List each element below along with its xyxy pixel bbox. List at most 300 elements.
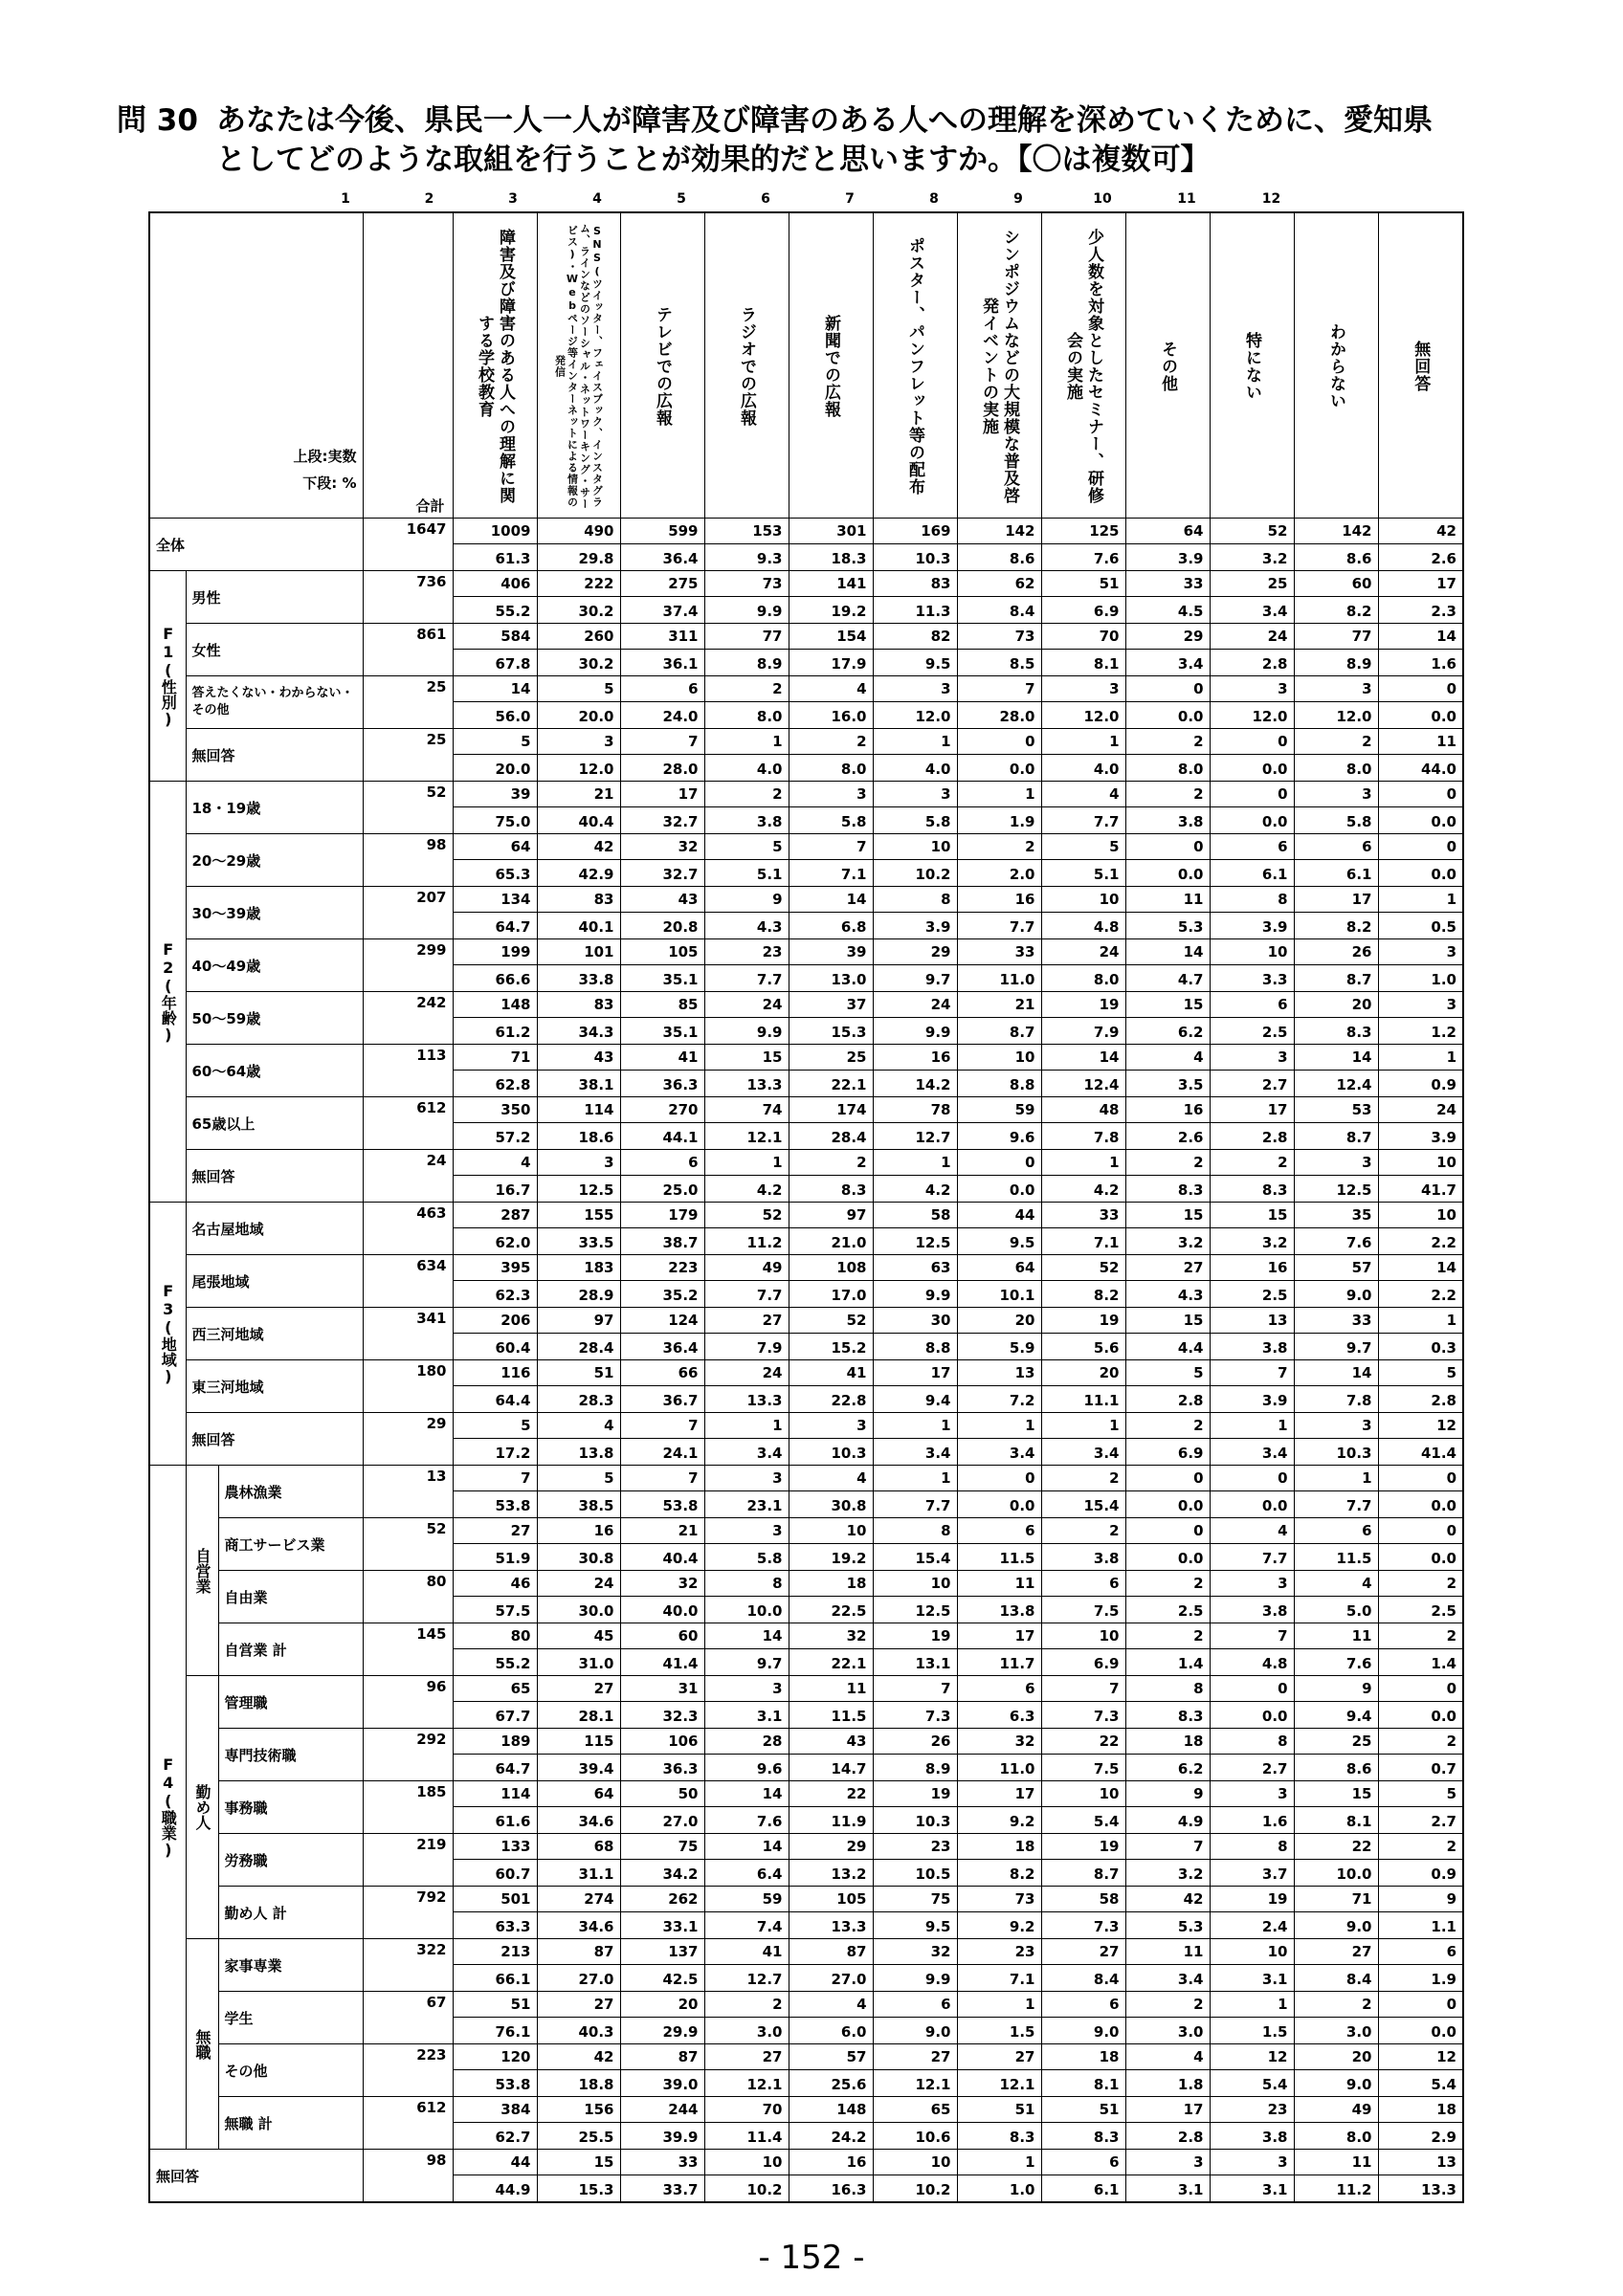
count-value: 7 [621,1413,704,1439]
count-value: 3 [1042,676,1125,702]
value-cell [1378,1203,1463,1255]
value-cell [1041,729,1125,782]
count-value: 2 [705,676,789,702]
percent-value: 3.8 [1261,2129,1288,2146]
row-label: 家事専業 [218,1939,363,1992]
count-value: 120 [454,2044,537,2070]
table-row [149,1676,1463,1729]
percent-value: 8.0 [1177,761,1204,778]
percent-value: 10.2 [746,2181,783,2198]
count-value: 59 [705,1887,789,1912]
value-cell [620,1623,704,1676]
value-cell [957,1360,1041,1413]
percent-value: 18.6 [578,1129,614,1146]
percent-value: 8.9 [1345,655,1372,673]
column-number: 7 [845,191,855,207]
value-cell [1125,992,1210,1045]
value-cell [1125,1360,1210,1413]
value-cell [620,571,704,624]
percent-value: 7.9 [1093,1024,1120,1041]
value-cell [1125,1834,1210,1887]
count-value: 262 [621,1887,704,1912]
value-cell [1210,1466,1294,1518]
value-cell [704,1466,789,1518]
count-value: 199 [454,939,537,965]
percent-value: 7.7 [1345,1497,1372,1514]
count-value: 2 [1042,1466,1125,1491]
count-value: 384 [454,2097,537,2123]
count-value: 8 [874,887,957,913]
count-value: 3 [1295,676,1378,702]
percent-value: 4.2 [924,1181,951,1199]
value-cell [1378,2097,1463,2150]
percent-value: 27.0 [831,1971,867,1988]
column-number: 3 [508,191,518,207]
value-cell [1294,1466,1378,1518]
percent-value: 8.7 [1345,971,1372,988]
percent-value: 63.3 [495,1918,531,1935]
count-value: 6 [1379,1939,1463,1965]
percent-value: 0.0 [1431,866,1456,883]
value-cell [1125,887,1210,939]
value-cell [957,1729,1041,1781]
value-cell [1041,887,1125,939]
value-cell [1125,939,1210,992]
table-row [149,2097,1463,2150]
count-value: 27 [705,2044,789,2070]
table-row [149,1413,1463,1466]
count-value: 154 [789,624,873,650]
count-value: 7 [1042,1676,1125,1702]
count-value: 169 [874,519,957,544]
count-value: 71 [1295,1887,1378,1912]
value-cell [873,1571,957,1623]
percent-value: 0.0 [1261,813,1288,830]
column-header [957,212,1041,519]
percent-value: 30.2 [578,655,614,673]
value-cell [1041,1466,1125,1518]
value-cell [1378,1045,1463,1097]
value-cell [789,2097,873,2150]
count-value: 68 [538,1834,620,1860]
value-cell [789,676,873,729]
value-cell [873,1466,957,1518]
value-cell [453,2097,537,2150]
percent-value: 12.0 [1252,708,1288,725]
value-cell [873,1676,957,1729]
count-value: 1 [1379,1045,1463,1071]
count-value: 501 [454,1887,537,1912]
value-cell [1210,1255,1294,1308]
value-cell [873,992,957,1045]
value-cell [873,1150,957,1203]
count-value: 3 [789,1413,873,1439]
count-value: 24 [1211,624,1294,650]
percent-value: 0.0 [1431,1708,1456,1725]
value-cell [789,1203,873,1255]
count-value: 1 [958,1992,1041,2018]
value-cell [873,939,957,992]
count-value: 7 [1126,1834,1210,1860]
count-value: 27 [454,1518,537,1544]
table-row [149,1045,1463,1097]
count-value: 6 [621,676,704,702]
percent-value: 9.2 [1009,1813,1035,1830]
count-value: 244 [621,2097,704,2123]
percent-value: 7.7 [756,971,783,988]
percent-value: 7.6 [1345,1234,1372,1251]
count-value: 6 [958,1518,1041,1544]
row-label: 65歳以上 [186,1097,363,1150]
percent-value: 3.4 [1261,603,1288,620]
value-cell [537,834,620,887]
value-cell [1294,1781,1378,1834]
percent-value: 37.4 [662,603,699,620]
row-label: 20～29歳 [186,834,363,887]
percent-value: 30.8 [831,1497,867,1514]
count-value: 70 [705,2097,789,2123]
row-label: 男性 [186,571,363,624]
value-cell [1125,1097,1210,1150]
percent-value: 12.5 [915,1602,951,1620]
count-value: 22 [789,1781,873,1807]
percent-value: 8.7 [1093,1866,1120,1883]
value-cell [453,519,537,571]
count-value: 311 [621,624,704,650]
count-value: 62 [958,571,1041,597]
value-cell [1294,834,1378,887]
count-value: 42 [1126,1887,1210,1912]
percent-value: 9.7 [756,1655,783,1672]
count-value: 1 [958,782,1041,807]
percent-value: 9.0 [1345,1918,1372,1935]
count-value: 8 [1211,1834,1294,1860]
count-value: 78 [874,1097,957,1123]
value-cell [789,1360,873,1413]
count-value: 9 [705,887,789,913]
count-value: 97 [789,1203,873,1228]
value-cell [704,1781,789,1834]
value-cell [1378,729,1463,782]
value-cell [957,571,1041,624]
percent-value: 10.5 [915,1866,951,1883]
percent-value: 7.7 [1009,918,1035,936]
count-value: 19 [1211,1887,1294,1912]
value-cell [453,887,537,939]
percent-value: 2.7 [1261,1760,1288,1777]
value-cell [1210,782,1294,834]
percent-value: 57.2 [495,1129,531,1146]
count-value: 51 [1042,2097,1125,2123]
value-cell [957,624,1041,676]
percent-value: 2.0 [1009,866,1035,883]
column-number: 4 [592,191,602,207]
value-cell [1210,834,1294,887]
percent-value: 1.9 [1009,813,1035,830]
percent-value: 17.0 [831,1287,867,1304]
row-label: 労務職 [218,1834,363,1887]
count-value: 33 [1126,571,1210,597]
count-value: 27 [1042,1939,1125,1965]
column-header [789,212,873,519]
percent-value: 0.7 [1431,1760,1456,1777]
value-cell [537,729,620,782]
percent-value: 5.8 [840,813,867,830]
percent-value: 7.9 [756,1339,783,1357]
value-cell [453,1466,537,1518]
count-value: 2 [705,782,789,807]
column-header-text: 特にない [1242,332,1261,401]
value-cell [1294,1308,1378,1360]
percent-value: 3.9 [1431,1129,1456,1146]
value-cell [704,1413,789,1466]
value-cell [873,2044,957,2097]
count-value: 58 [1042,1887,1125,1912]
percent-value: 9.4 [924,1392,951,1409]
percent-value: 75.0 [495,813,531,830]
count-value: 10 [1042,1623,1125,1649]
percent-value: 3.2 [1177,1234,1204,1251]
percent-value: 12.0 [915,708,951,725]
value-cell [1125,2097,1210,2150]
value-cell [1294,992,1378,1045]
value-cell [957,887,1041,939]
value-cell [789,782,873,834]
row-total: 52 [363,782,453,834]
percent-value: 9.9 [924,1971,951,1988]
value-cell [453,1729,537,1781]
value-cell [1294,2150,1378,2203]
count-value: 20 [958,1308,1041,1334]
value-cell [789,729,873,782]
percent-value: 6.9 [1177,1445,1204,1462]
count-value: 52 [1042,1255,1125,1281]
percent-value: 9.6 [756,1760,783,1777]
percent-value: 3.9 [1261,1392,1288,1409]
value-cell [1041,1939,1125,1992]
value-cell [1041,2097,1125,2150]
column-number: 11 [1177,191,1196,207]
count-value: 3 [1379,939,1463,965]
column-number: 9 [1013,191,1023,207]
row-total: 1647 [363,519,453,571]
count-value: 11 [789,1676,873,1702]
count-value: 2 [1379,1729,1463,1755]
percent-value: 16.3 [831,2181,867,2198]
percent-value: 8.4 [1009,603,1035,620]
value-cell [1210,2044,1294,2097]
count-value: 2 [1126,1623,1210,1649]
value-cell [1294,1518,1378,1571]
value-cell [704,1939,789,1992]
row-total: 736 [363,571,453,624]
percent-value: 10.0 [746,1602,783,1620]
percent-value: 29.8 [578,550,614,567]
value-cell [1125,2150,1210,2203]
count-value: 15 [1126,992,1210,1018]
count-value: 60 [1295,571,1378,597]
count-value: 134 [454,887,537,913]
row-total: 219 [363,1834,453,1887]
value-cell [957,992,1041,1045]
count-value: 599 [621,519,704,544]
count-value: 0 [1126,834,1210,860]
count-value: 42 [1379,519,1463,544]
percent-value: 38.7 [662,1234,699,1251]
percent-value: 9.5 [924,655,951,673]
count-value: 24 [705,992,789,1018]
value-cell [957,2097,1041,2150]
value-cell [537,1623,620,1676]
percent-value: 4.3 [756,918,783,936]
row-total: 24 [363,1150,453,1203]
count-value: 6 [1042,1992,1125,2018]
percent-value: 62.3 [495,1287,531,1304]
value-cell [704,1045,789,1097]
percent-value: 2.8 [1177,1392,1204,1409]
crosstab-table [148,211,1464,2203]
percent-value: 8.3 [840,1181,867,1199]
value-cell [957,1045,1041,1097]
value-cell [1041,676,1125,729]
count-value: 3 [1126,2150,1210,2175]
count-value: 2 [1042,1518,1125,1544]
percent-value: 34.6 [578,1813,614,1830]
percent-value: 1.1 [1431,1918,1456,1935]
count-value: 2 [1295,729,1378,755]
value-cell [1041,1623,1125,1676]
value-cell [453,1518,537,1571]
value-cell [1294,1150,1378,1203]
count-value: 8 [1126,1676,1210,1702]
count-value: 4 [1126,1045,1210,1071]
count-value: 1 [1379,1308,1463,1334]
percent-value: 55.2 [495,1655,531,1672]
percent-value: 8.0 [1345,761,1372,778]
value-cell [1041,1308,1125,1360]
percent-value: 41.4 [1420,1445,1456,1462]
value-cell [537,1781,620,1834]
count-value: 23 [958,1939,1041,1965]
count-value: 3 [1295,1150,1378,1176]
value-cell [1378,1676,1463,1729]
percent-value: 34.6 [578,1918,614,1935]
value-cell [957,1623,1041,1676]
count-value: 43 [621,887,704,913]
row-label: 勤め人 計 [218,1887,363,1939]
value-cell [873,1308,957,1360]
percent-value: 3.4 [1261,1445,1288,1462]
value-cell [1378,571,1463,624]
percent-value: 27.0 [662,1813,699,1830]
count-value: 41 [789,1360,873,1386]
count-value: 222 [538,571,620,597]
value-cell [1378,1623,1463,1676]
table-row [149,571,1463,624]
count-value: 15 [538,2150,620,2175]
value-cell [620,887,704,939]
row-total: 185 [363,1781,453,1834]
percent-value: 4.4 [1177,1339,1204,1357]
value-cell [1041,834,1125,887]
percent-value: 53.8 [495,2076,531,2093]
count-value: 14 [1379,1255,1463,1281]
value-cell [704,1255,789,1308]
value-cell [1378,1150,1463,1203]
value-cell [1378,1729,1463,1781]
count-value: 74 [705,1097,789,1123]
value-cell [1041,992,1125,1045]
value-cell [1294,2097,1378,2150]
percent-value: 6.1 [1093,2181,1120,2198]
value-cell [1378,1571,1463,1623]
percent-value: 32.7 [662,813,699,830]
percent-value: 3.0 [756,2023,783,2041]
count-value: 17 [621,782,704,807]
count-value: 87 [621,2044,704,2070]
value-cell [453,1571,537,1623]
value-cell [1378,1887,1463,1939]
percent-value: 5.4 [1093,1813,1120,1830]
value-cell [453,992,537,1045]
value-cell [873,1939,957,1992]
percent-value: 8.4 [1093,1971,1120,1988]
percent-value: 66.1 [495,1971,531,1988]
value-cell [1210,1992,1294,2044]
count-value: 1 [705,1150,789,1176]
value-cell [957,1834,1041,1887]
percent-value: 0.0 [1431,1497,1456,1514]
row-total: 80 [363,1571,453,1623]
percent-value: 5.1 [1093,866,1120,883]
count-value: 142 [1295,519,1378,544]
column-header [1210,212,1294,519]
percent-value: 8.8 [1009,1076,1035,1093]
value-cell [704,1623,789,1676]
row-total: 612 [363,2097,453,2150]
value-cell [704,676,789,729]
percent-value: 6.4 [756,1866,783,1883]
percent-value: 3.4 [1009,1445,1035,1462]
count-value: 64 [538,1781,620,1807]
count-value: 108 [789,1255,873,1281]
count-value: 14 [705,1834,789,1860]
percent-value: 11.2 [1336,2181,1372,2198]
percent-value: 20.8 [662,918,699,936]
value-cell [1041,1150,1125,1203]
percent-value: 9.2 [1009,1918,1035,1935]
count-value: 4 [538,1413,620,1439]
percent-value: 8.6 [1009,550,1035,567]
value-cell [453,1413,537,1466]
row-total: 292 [363,1729,453,1781]
value-cell [453,676,537,729]
percent-value: 5.4 [1261,2076,1288,2093]
count-value: 7 [621,729,704,755]
percent-value: 8.0 [1345,2129,1372,2146]
value-cell [537,887,620,939]
count-value: 6 [1295,1518,1378,1544]
row-total: 98 [363,2150,453,2203]
value-cell [1125,676,1210,729]
count-value: 49 [705,1255,789,1281]
percent-value: 8.3 [1345,1024,1372,1041]
value-cell [957,2150,1041,2203]
percent-value: 57.5 [495,1602,531,1620]
count-value: 116 [454,1360,537,1386]
row-label: 自由業 [218,1571,363,1623]
value-cell [453,1939,537,1992]
